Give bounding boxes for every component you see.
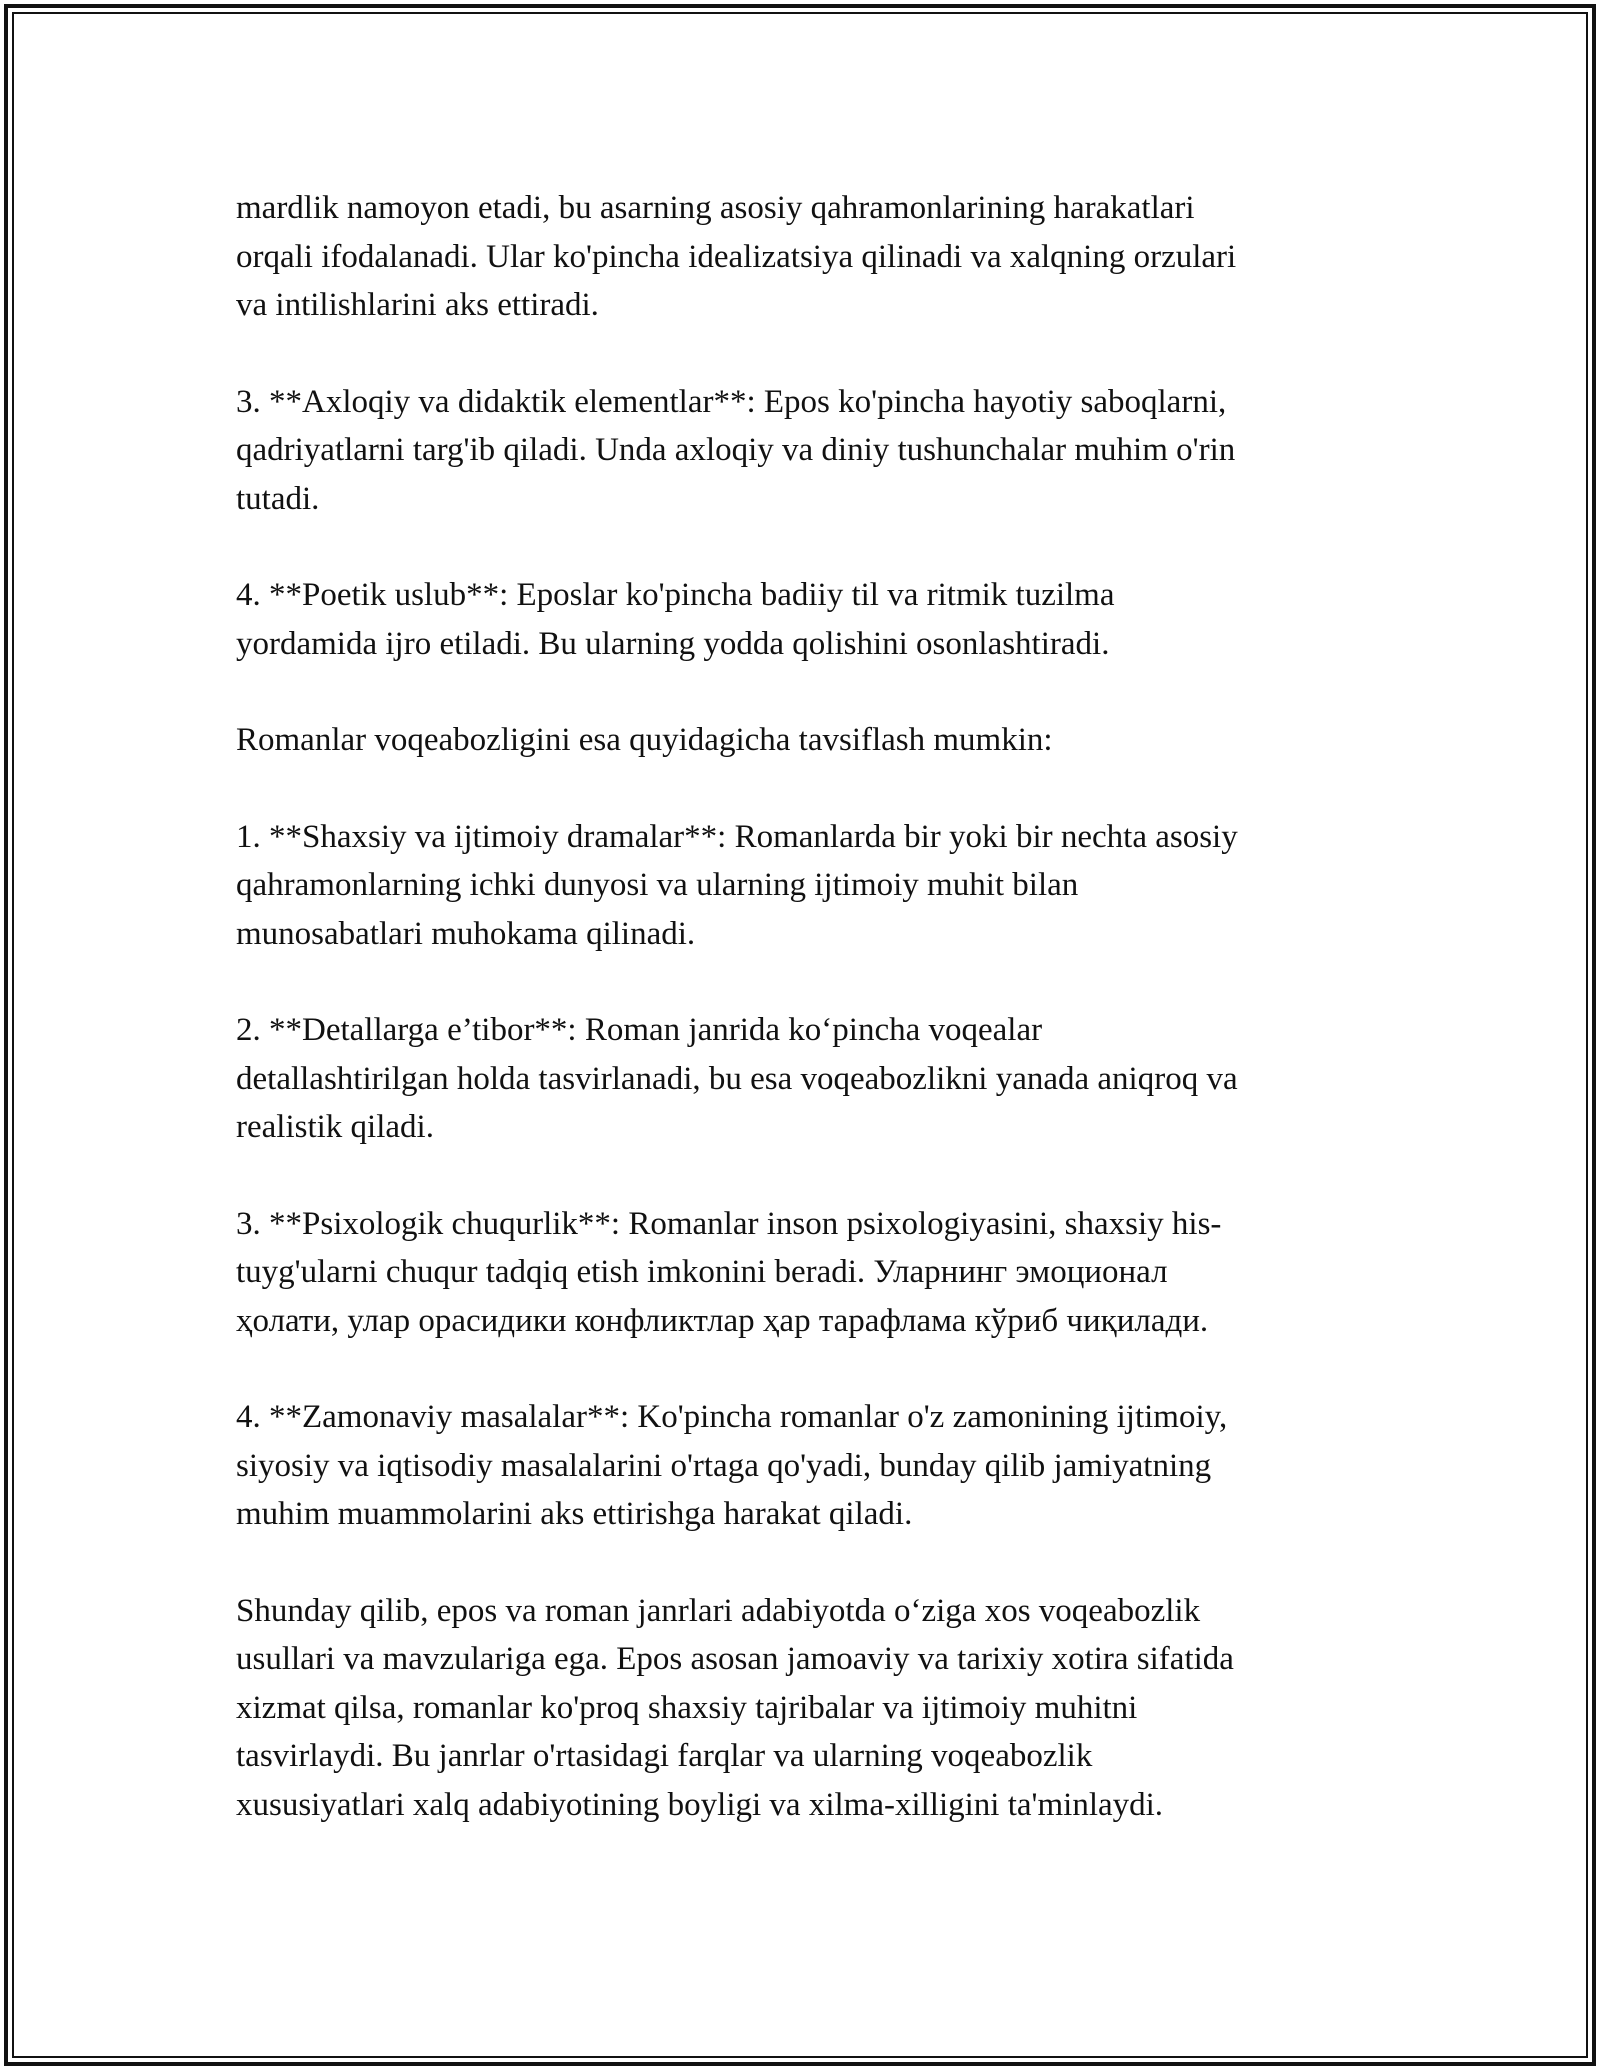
text-line: 4. **Poetik uslub**: Eposlar ko'pincha badiiy til va ritmik tuzilma [236,577,1115,613]
paragraph-mardlik [236,184,1360,330]
text-line: 4. **Zamonaviy masalalar**: Ko'pincha romanlar o'z zamonining ijtimoiy, [236,1399,1228,1435]
paragraph-conclusion [236,1587,1360,1830]
text-line: Romanlar voqeabozligini esa quyidagicha tavsiflash mumkin: [236,722,1053,758]
document-body [236,184,1360,1877]
paragraph-roman-intro [236,716,1360,765]
text-line: yordamida ijro etiladi. Bu ularning yodda qolishini osonlashtiradi. [236,625,1110,662]
text-line: mardlik namoyon etadi, bu asarning asosiy qahramonlarining harakatlari [236,190,1195,226]
text-line: xususiyatlari xalq adabiyotining boyligi va xilma-xilligini ta'minlaydi. [236,1786,1164,1823]
text-line: munosabatlari muhokama qilinadi. [236,915,696,952]
text-line: xizmat qilsa, romanlar ko'proq shaxsiy tajribalar va ijtimoiy muhitni [236,1689,1138,1726]
list-item-roman-3 [236,1200,1360,1346]
text-line: orqali ifodalanadi. Ular ko'pincha idealizatsiya qilinadi va xalqning orzulari [236,238,1237,275]
list-item-roman-2 [236,1006,1360,1152]
list-item-epos-3 [236,378,1360,524]
text-line: Shunday qilib, epos va roman janrlari adabiyotda o‘ziga xos voqeabozlik [236,1592,1201,1629]
list-item-roman-1 [236,813,1360,959]
text-line: qadriyatlarni targ'ib qiladi. Unda axloqiy va diniy tushunchalar muhim o'rin [236,432,1236,468]
text-line: realistik qiladi. [236,1109,434,1145]
text-line: 3. **Psixologik chuqurlik**: Romanlar inson psixologiyasini, shaxsiy his- [236,1205,1222,1242]
text-line: 3. **Axloqiy va didaktik elementlar**: Epos ko'pincha hayotiy saboqlarni, [236,383,1227,420]
text-line: 1. **Shaxsiy va ijtimoiy dramalar**: Romanlarda bir yoki bir nechta asosiy [236,818,1238,855]
list-item-roman-4 [236,1393,1360,1539]
text-line: usullari va mavzulariga ega. Epos asosan jamoaviy va tarixiy xotira sifatida [236,1641,1234,1677]
text-line: ҳолати, улар орасидики конфликтлар ҳар тарафлама кўриб чиқилади. [236,1302,1209,1339]
text-line: tutadi. [236,480,320,517]
text-line: tuyg'ularni chuqur tadqiq etish imkonini beradi. Уларнинг эмоционал [236,1254,1168,1290]
text-line: siyosiy va iqtisodiy masalalarini o'rtaga qo'yadi, bunday qilib jamiyatning [236,1447,1212,1484]
text-line: muhim muammolarini aks ettirishga harakat qiladi. [236,1496,913,1532]
text-line: 2. **Detallarga e’tibor**: Roman janrida ko‘pincha voqealar [236,1012,1043,1048]
text-line: qahramonlarning ichki dunyosi va ularning ijtimoiy muhit bilan [236,867,1079,903]
text-line: tasvirlaydi. Bu janrlar o'rtasidagi farqlar va ularning voqeabozlik [236,1738,1093,1774]
list-item-epos-4 [236,571,1360,668]
text-line: va intilishlarini aks ettiradi. [236,287,599,323]
text-line: detallashtirilgan holda tasvirlanadi, bu esa voqeabozlikni yanada aniqroq va [236,1060,1238,1097]
